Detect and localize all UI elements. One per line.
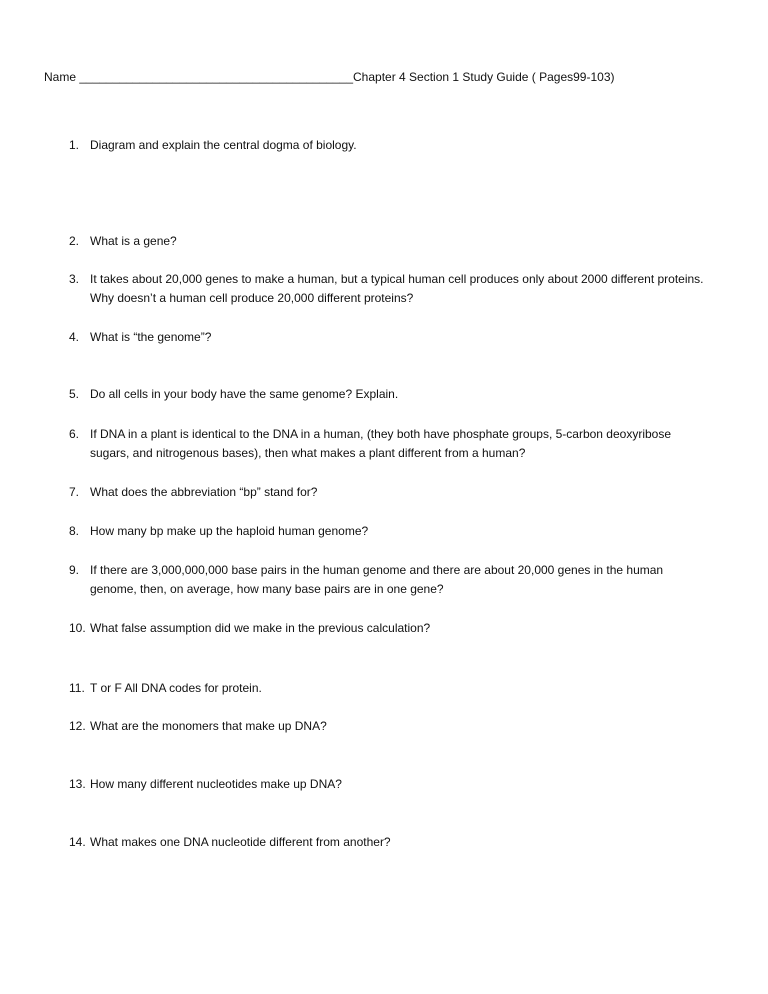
question-number: 8. [69,524,80,538]
question-10 [69,619,709,638]
question-text: Do all cells in your body have the same genome? Explain. [90,387,399,401]
question-1 [69,136,709,155]
question-number: 7. [69,485,80,499]
question-text: If DNA in a plant is identical to the DNA in a human, (they both have phosphate groups, 5-carbon deoxyribose sugars, and nitrogenous bases), then what makes a plant different from a human? [90,427,672,460]
question-number: 14. [69,835,86,849]
name-blank[interactable]: _________________________________________ [79,70,353,84]
question-text: What false assumption did we make in the previous calculation? [90,621,431,635]
question-8 [69,522,709,541]
question-7 [69,483,709,502]
question-12 [69,717,709,736]
worksheet-title: Chapter 4 Section 1 Study Guide ( Pages99-103) [353,70,615,84]
question-5 [69,385,709,404]
question-text: What is “the genome”? [90,330,212,344]
question-text: What are the monomers that make up DNA? [90,719,327,733]
question-number: 2. [69,234,80,248]
question-3 [69,270,709,308]
question-text: If there are 3,000,000,000 base pairs in the human genome and there are about 20,000 genes in the human genome, then, on average, how many base pairs are in one gene? [90,563,664,596]
question-number: 4. [69,330,80,344]
question-2 [69,232,709,251]
question-14 [69,833,709,852]
question-4 [69,328,709,347]
question-number: 3. [69,272,80,286]
question-number: 9. [69,563,80,577]
question-number: 12. [69,719,86,733]
name-label: Name [44,70,77,84]
question-number: 11. [69,681,85,695]
question-text: Diagram and explain the central dogma of biology. [90,138,357,152]
question-text: What is a gene? [90,234,177,248]
question-6 [69,425,709,463]
question-text: How many bp make up the haploid human genome? [90,524,369,538]
question-text: T or F All DNA codes for protein. [90,681,262,695]
question-13 [69,775,709,794]
question-number: 5. [69,387,80,401]
question-text: How many different nucleotides make up DNA? [90,777,342,791]
question-number: 10. [69,621,86,635]
question-text: What does the abbreviation “bp” stand for? [90,485,318,499]
question-number: 1. [69,138,80,152]
question-text: What makes one DNA nucleotide different from another? [90,835,391,849]
question-text: It takes about 20,000 genes to make a human, but a typical human cell produces only about 2000 different proteins. Why doesn’t a human cell produce 20,000 different proteins? [90,272,704,305]
worksheet-header [44,70,615,84]
question-number: 13. [69,777,86,791]
question-number: 6. [69,427,80,441]
question-9 [69,561,709,599]
question-11 [69,679,709,698]
